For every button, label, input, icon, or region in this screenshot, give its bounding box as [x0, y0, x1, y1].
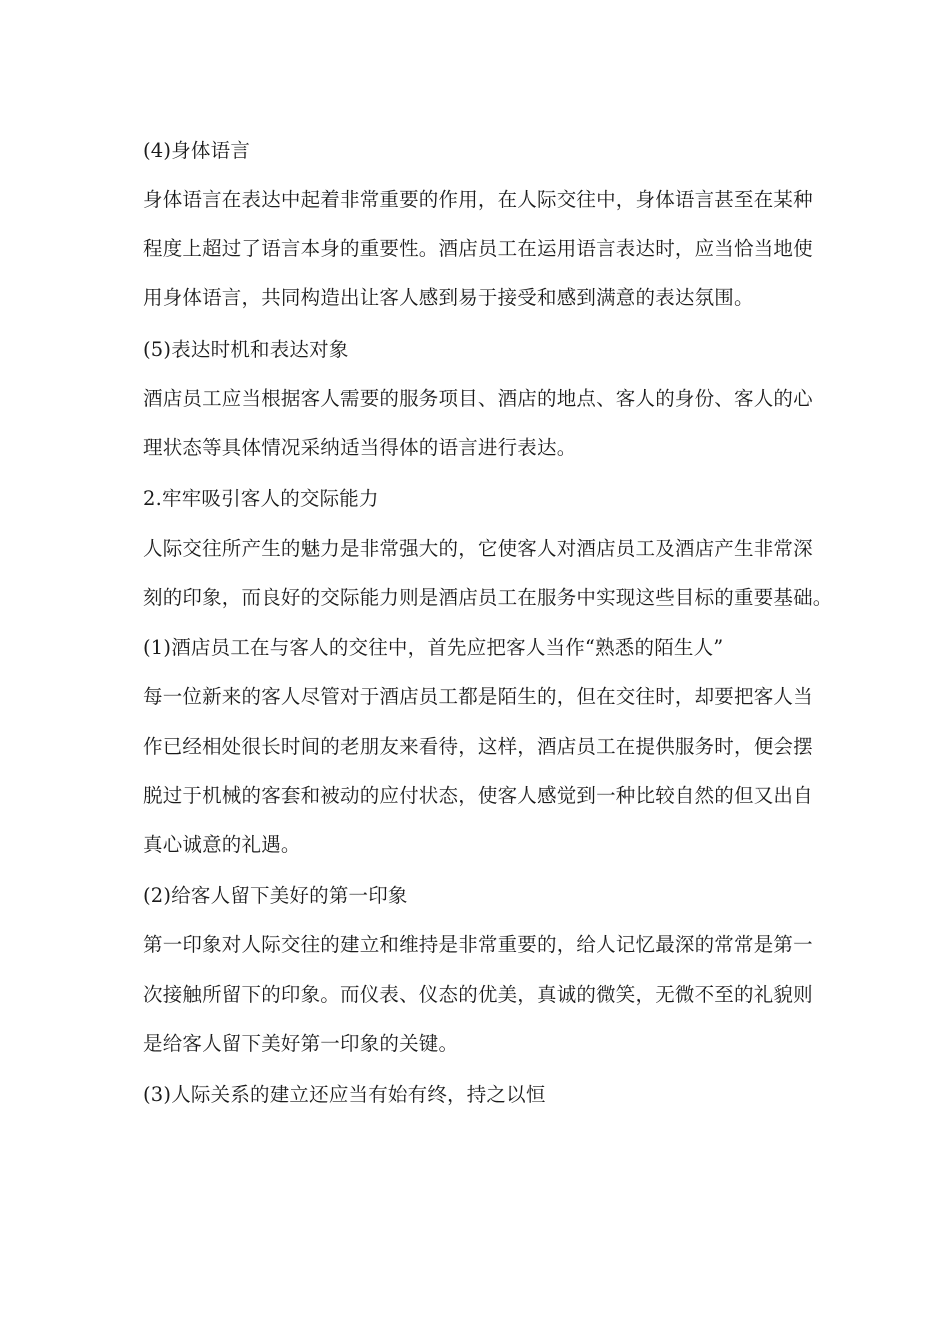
paragraph-line: 刻的印象，而良好的交际能力则是酒店员工在服务中实现这些目标的重要基础。 — [143, 586, 833, 609]
paragraph-line: 程度上超过了语言本身的重要性。酒店员工在运用语言表达时，应当恰当地使 — [143, 237, 813, 260]
paragraph-line: 第一印象对人际交往的建立和维持是非常重要的，给人记忆最深的常常是第一 — [143, 933, 813, 956]
paragraph-line: 真心诚意的礼遇。 — [143, 833, 301, 856]
heading-5-timing-and-audience: (5)表达时机和表达对象 — [143, 338, 349, 361]
heading-2-first-impression: (2)给客人留下美好的第一印象 — [143, 884, 408, 907]
paragraph-line: 理状态等具体情况采纳适当得体的语言进行表达。 — [143, 436, 577, 459]
paragraph-line: 酒店员工应当根据客人需要的服务项目、酒店的地点、客人的身份、客人的心 — [143, 387, 813, 410]
paragraph-line: 作已经相处很长时间的老朋友来看待，这样，酒店员工在提供服务时，便会摆 — [143, 735, 813, 758]
heading-4-body-language: (4)身体语言 — [143, 139, 251, 162]
paragraph-line: 脱过于机械的客套和被动的应付状态，使客人感觉到一种比较自然的但又出自 — [143, 784, 813, 807]
paragraph-line: 身体语言在表达中起着非常重要的作用，在人际交往中，身体语言甚至在某种 — [143, 188, 813, 211]
section-heading-2: 2.牢牢吸引客人的交际能力 — [143, 487, 379, 510]
paragraph-line: 是给客人留下美好第一印象的关键。 — [143, 1032, 459, 1055]
heading-3-persistence: (3)人际关系的建立还应当有始有终，持之以恒 — [143, 1083, 546, 1106]
paragraph-line: 次接触所留下的印象。而仪表、仪态的优美，真诚的微笑，无微不至的礼貌则 — [143, 983, 813, 1006]
heading-1-familiar-stranger: (1)酒店员工在与客人的交往中，首先应把客人当作“熟悉的陌生人” — [143, 636, 724, 659]
paragraph-line: 用身体语言，共同构造出让客人感到易于接受和感到满意的表达氛围。 — [143, 286, 754, 309]
paragraph-line: 人际交往所产生的魅力是非常强大的，它使客人对酒店员工及酒店产生非常深 — [143, 537, 813, 560]
paragraph-line: 每一位新来的客人尽管对于酒店员工都是陌生的，但在交往时，却要把客人当 — [143, 685, 813, 708]
